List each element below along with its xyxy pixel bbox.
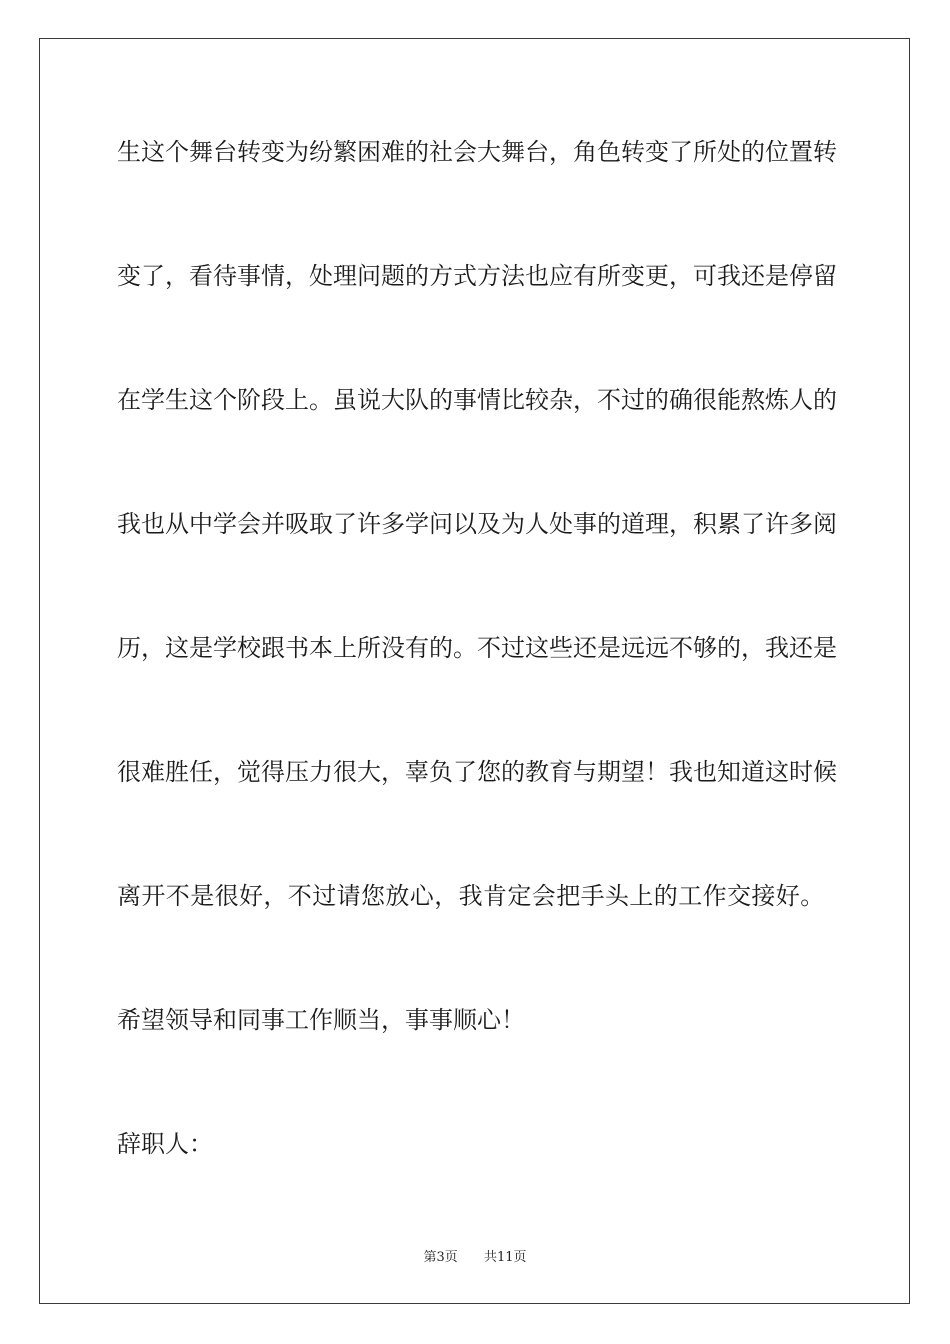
body-text-line: 我也从中学会并吸取了许多学问以及为人处事的道理，积累了许多阅 [117, 510, 837, 538]
body-text-line: 很难胜任，觉得压力很大，辜负了您的教育与期望！我也知道这时候 [117, 758, 837, 786]
body-text-line: 历，这是学校跟书本上所没有的。不过这些还是远远不够的，我还是 [117, 634, 837, 662]
body-text-line: 变了，看待事情，处理问题的方式方法也应有所变更，可我还是停留 [117, 262, 837, 290]
body-text-line: 在学生这个阶段上。虽说大队的事情比较杂，不过的确很能熬炼人的 [117, 386, 837, 414]
body-text-line: 生这个舞台转变为纷繁困难的社会大舞台，角色转变了所处的位置转 [117, 138, 837, 166]
signature-label: 辞职人： [117, 1130, 213, 1158]
page-footer [0, 1246, 950, 1265]
body-text-line: 离开不是很好，不过请您放心，我肯定会把手头上的工作交接好。 [117, 882, 825, 910]
closing-wish-line: 希望领导和同事工作顺当，事事顺心！ [117, 1006, 525, 1034]
page-number: 第3页 [423, 1250, 458, 1265]
page-total: 共11页 [484, 1250, 527, 1265]
page-border [39, 38, 910, 1304]
